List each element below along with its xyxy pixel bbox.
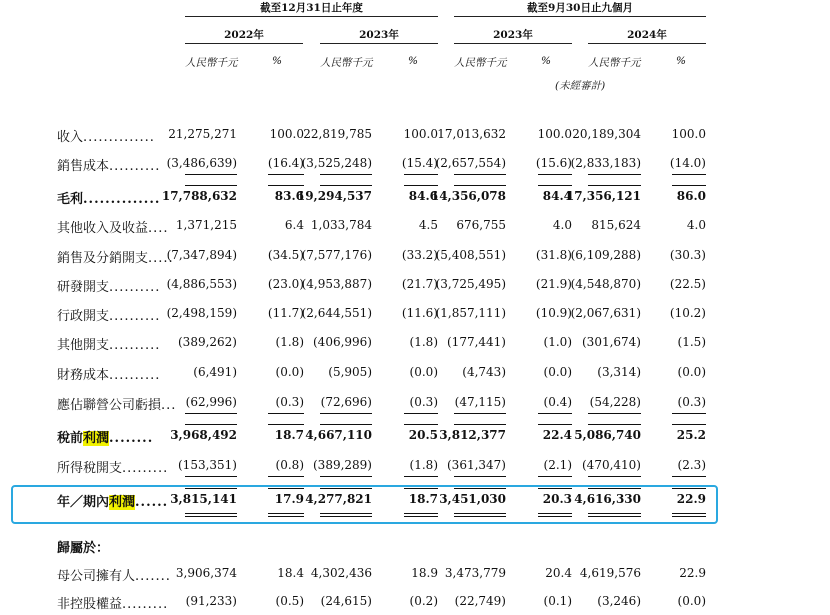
- row-label-text: 行政開支: [57, 309, 110, 324]
- subtotal-rule: [320, 185, 372, 186]
- row-label: [57, 565, 171, 584]
- subtotal-rule: [672, 424, 706, 425]
- percent-cell: (33.2): [401, 248, 438, 262]
- row-label: [57, 247, 174, 266]
- unit-label-1: 人民幣千元: [185, 57, 238, 69]
- amount-cell: (4,953,887): [301, 277, 372, 291]
- row-label: [57, 305, 160, 324]
- year-header-2022: 2022年: [224, 29, 264, 41]
- amount-cell: (2,833,183): [570, 156, 641, 170]
- amount-cell: (2,067,631): [570, 306, 641, 320]
- amount-cell: (2,657,554): [435, 156, 506, 170]
- year-header-2023: 2023年: [359, 29, 399, 41]
- amount-cell: (6,491): [193, 365, 237, 379]
- amount-cell: 4,667,110: [305, 428, 372, 442]
- percent-cell: 84.4: [542, 189, 572, 203]
- amount-cell: (389,289): [313, 458, 372, 472]
- single-underline: [672, 174, 706, 175]
- subtotal-rule: [320, 488, 372, 489]
- percent-cell: 18.9: [411, 566, 438, 580]
- amount-cell: (7,347,894): [166, 248, 237, 262]
- subtotal-rule: [268, 488, 304, 489]
- leader-dots: ..........: [109, 159, 161, 174]
- year-header-2023-nine-rule: [454, 43, 572, 44]
- subtotal-rule: [454, 424, 506, 425]
- pct-label-4: %: [676, 55, 686, 67]
- row-label-text: 銷售成本: [57, 159, 110, 174]
- amount-cell: (5,408,551): [435, 248, 506, 262]
- amount-cell: (470,410): [582, 458, 641, 472]
- leader-dots: ..........: [109, 338, 161, 353]
- amount-cell: (3,246): [597, 594, 641, 608]
- percent-cell: 4.0: [552, 218, 572, 232]
- leader-dots: ...: [161, 398, 177, 413]
- table-row: [0, 186, 830, 210]
- percent-cell: (15.4): [401, 156, 438, 170]
- row-label: [57, 457, 168, 476]
- leader-dots: ........: [109, 431, 154, 446]
- single-underline: [268, 174, 304, 175]
- percent-cell: 18.4: [277, 566, 304, 580]
- percent-cell: (1.5): [677, 335, 706, 349]
- percent-cell: 100.0: [269, 127, 304, 141]
- leader-dots: .........: [122, 461, 169, 476]
- subtotal-rule: [454, 185, 506, 186]
- table-row: [0, 274, 830, 298]
- percent-cell: 22.4: [542, 428, 572, 442]
- row-label: [57, 276, 160, 295]
- percent-cell: (0.5): [275, 594, 304, 608]
- amount-cell: (389,262): [178, 335, 237, 349]
- percent-cell: (0.3): [275, 395, 304, 409]
- amount-cell: (153,351): [178, 458, 237, 472]
- unit-label-4: 人民幣千元: [588, 57, 641, 69]
- amount-cell: (177,441): [447, 335, 506, 349]
- amount-cell: 21,275,271: [168, 127, 237, 141]
- single-underline: [538, 476, 572, 477]
- double-underline: [588, 513, 641, 517]
- percent-cell: (0.1): [543, 594, 572, 608]
- amount-cell: 14,356,078: [430, 189, 506, 203]
- table-row: [0, 215, 830, 239]
- table-row: [0, 563, 830, 587]
- percent-cell: (0.3): [409, 395, 438, 409]
- subtotal-rule: [268, 424, 304, 425]
- subtotal-rule: [588, 185, 641, 186]
- year-header-2023-rule: [320, 43, 438, 44]
- row-label-text: 研發開支: [57, 280, 110, 295]
- amount-cell: 1,371,215: [175, 218, 237, 232]
- leader-dots: .....: [148, 251, 174, 266]
- percent-cell: 20.4: [545, 566, 572, 580]
- percent-cell: 22.9: [679, 566, 706, 580]
- amount-cell: 4,616,330: [574, 492, 641, 506]
- table-row: [0, 535, 830, 559]
- subtotal-rule: [185, 185, 237, 186]
- single-underline: [454, 413, 506, 414]
- unit-label-3: 人民幣千元: [454, 57, 507, 69]
- amount-cell: (1,857,111): [435, 306, 506, 320]
- percent-cell: (34.5): [267, 248, 304, 262]
- row-label-text: 其他開支: [57, 338, 110, 353]
- percent-cell: (1.8): [275, 335, 304, 349]
- amount-cell: 4,619,576: [579, 566, 641, 580]
- pct-label-1: %: [272, 55, 282, 67]
- percent-cell: (2.3): [677, 458, 706, 472]
- amount-cell: 3,473,779: [444, 566, 506, 580]
- percent-cell: (1.8): [409, 458, 438, 472]
- amount-cell: (2,644,551): [301, 306, 372, 320]
- amount-cell: (54,228): [589, 395, 641, 409]
- percent-cell: 100.0: [403, 127, 438, 141]
- amount-cell: (24,615): [320, 594, 372, 608]
- percent-cell: (21.7): [401, 277, 438, 291]
- amount-cell: 4,302,436: [310, 566, 372, 580]
- group-header-annual: 截至12月31日止年度: [260, 2, 363, 14]
- percent-cell: 100.0: [671, 127, 706, 141]
- percent-cell: (0.0): [677, 594, 706, 608]
- row-label-text: 銷售及分銷開支: [57, 251, 149, 266]
- row-label: [57, 593, 168, 612]
- highlight-box-profit-row: [11, 485, 718, 524]
- percent-cell: 84.6: [408, 189, 438, 203]
- subtotal-rule: [268, 185, 304, 186]
- amount-cell: 17,788,632: [161, 189, 237, 203]
- table-row: [0, 362, 830, 386]
- amount-cell: (301,674): [582, 335, 641, 349]
- amount-cell: (62,996): [185, 395, 237, 409]
- subtotal-rule: [404, 488, 438, 489]
- percent-cell: (16.4): [267, 156, 304, 170]
- pct-label-3: %: [541, 55, 551, 67]
- double-underline: [454, 513, 506, 517]
- double-underline: [672, 513, 706, 517]
- amount-cell: 3,451,030: [439, 492, 506, 506]
- amount-cell: (4,743): [462, 365, 506, 379]
- row-label-text: 非控股權益: [57, 597, 123, 612]
- percent-cell: (11.6): [401, 306, 438, 320]
- single-underline: [404, 476, 438, 477]
- subtotal-rule: [672, 185, 706, 186]
- subtotal-rule: [588, 488, 641, 489]
- percent-cell: 18.7: [408, 492, 438, 506]
- subtotal-rule: [185, 488, 237, 489]
- double-underline: [185, 513, 237, 517]
- single-underline: [404, 413, 438, 414]
- single-underline: [538, 174, 572, 175]
- percent-cell: 4.5: [418, 218, 438, 232]
- single-underline: [185, 476, 237, 477]
- percent-cell: 4.0: [686, 218, 706, 232]
- amount-cell: (3,725,495): [435, 277, 506, 291]
- percent-cell: 20.5: [408, 428, 438, 442]
- single-underline: [454, 174, 506, 175]
- single-underline: [672, 476, 706, 477]
- leader-dots: .......: [135, 569, 171, 584]
- leader-dots: ....: [148, 221, 169, 236]
- unaudited-note: (未經審計): [555, 80, 606, 92]
- pct-label-2: %: [408, 55, 418, 67]
- percent-cell: (0.3): [677, 395, 706, 409]
- percent-cell: (22.5): [669, 277, 706, 291]
- amount-cell: (91,233): [185, 594, 237, 608]
- amount-cell: (47,115): [454, 395, 506, 409]
- leader-dots: ..........: [109, 309, 161, 324]
- percent-cell: 17.9: [274, 492, 304, 506]
- percent-cell: (0.0): [677, 365, 706, 379]
- row-label: [57, 126, 155, 145]
- single-underline: [538, 413, 572, 414]
- percent-cell: (14.0): [669, 156, 706, 170]
- subtotal-rule: [320, 424, 372, 425]
- subtotal-rule: [404, 185, 438, 186]
- amount-cell: 19,294,537: [296, 189, 372, 203]
- amount-cell: (6,109,288): [570, 248, 641, 262]
- row-label: [57, 537, 109, 556]
- table-row: [0, 332, 830, 356]
- leader-dots: .........: [122, 597, 169, 612]
- amount-cell: (406,996): [313, 335, 372, 349]
- amount-cell: (3,525,248): [301, 156, 372, 170]
- amount-cell: 3,906,374: [175, 566, 237, 580]
- percent-cell: (10.9): [535, 306, 572, 320]
- amount-cell: 1,033,784: [310, 218, 372, 232]
- amount-cell: 17,356,121: [565, 189, 641, 203]
- year-header-2024-nine: 2024年: [627, 29, 667, 41]
- percent-cell: (21.9): [535, 277, 572, 291]
- leader-dots: ..........: [109, 368, 161, 383]
- row-label: [57, 427, 153, 446]
- year-header-2024-nine-rule: [588, 43, 706, 44]
- subtotal-rule: [454, 488, 506, 489]
- amount-cell: (361,347): [447, 458, 506, 472]
- row-label-text: 毛利: [57, 192, 84, 207]
- percent-cell: (11.7): [267, 306, 304, 320]
- table-row: [0, 303, 830, 327]
- percent-cell: (1.8): [409, 335, 438, 349]
- percent-cell: 25.2: [676, 428, 706, 442]
- unit-label-2: 人民幣千元: [320, 57, 373, 69]
- amount-cell: 3,968,492: [170, 428, 237, 442]
- amount-cell: (3,486,639): [166, 156, 237, 170]
- amount-cell: 4,277,821: [305, 492, 372, 506]
- amount-cell: (4,886,553): [166, 277, 237, 291]
- amount-cell: 676,755: [456, 218, 506, 232]
- row-label: [57, 155, 160, 174]
- single-underline: [588, 476, 641, 477]
- percent-cell: (0.8): [275, 458, 304, 472]
- percent-cell: (0.0): [543, 365, 572, 379]
- leader-dots: ..........: [109, 280, 161, 295]
- percent-cell: (10.2): [669, 306, 706, 320]
- single-underline: [320, 476, 372, 477]
- percent-cell: (1.0): [543, 335, 572, 349]
- single-underline: [268, 476, 304, 477]
- subtotal-rule: [538, 185, 572, 186]
- percent-cell: (0.0): [409, 365, 438, 379]
- single-underline: [268, 413, 304, 414]
- table-row: [0, 425, 830, 449]
- group-header-nine-months-rule: [454, 16, 706, 17]
- percent-cell: (0.4): [543, 395, 572, 409]
- percent-cell: 6.4: [284, 218, 304, 232]
- subtotal-rule: [588, 424, 641, 425]
- row-label-text: 稅前: [57, 431, 84, 446]
- single-underline: [185, 174, 237, 175]
- year-header-2023-nine: 2023年: [493, 29, 533, 41]
- year-header-2022-rule: [185, 43, 303, 44]
- table-row: [0, 124, 830, 148]
- row-label-text: 所得稅開支: [57, 461, 123, 476]
- table-row: [0, 591, 830, 615]
- double-underline: [268, 513, 304, 517]
- amount-cell: 815,624: [591, 218, 641, 232]
- amount-cell: (7,577,176): [301, 248, 372, 262]
- single-underline: [185, 413, 237, 414]
- single-underline: [588, 174, 641, 175]
- percent-cell: 83.6: [274, 189, 304, 203]
- double-underline: [404, 513, 438, 517]
- leader-dots: ......: [135, 495, 169, 510]
- row-label-text: 其他收入及收益: [57, 221, 149, 236]
- table-row: [0, 245, 830, 269]
- leader-dots: ..............: [83, 192, 161, 207]
- amount-cell: (2,498,159): [166, 306, 237, 320]
- percent-cell: (0.0): [275, 365, 304, 379]
- leader-dots: ..............: [83, 130, 155, 145]
- subtotal-rule: [185, 424, 237, 425]
- row-label-text: 收入: [57, 130, 84, 145]
- amount-cell: 20,189,304: [572, 127, 641, 141]
- percent-cell: (31.8): [535, 248, 572, 262]
- percent-cell: (23.0): [267, 277, 304, 291]
- percent-cell: (15.6): [535, 156, 572, 170]
- row-label-text: 歸屬於：: [57, 541, 110, 556]
- subtotal-rule: [404, 424, 438, 425]
- single-underline: [454, 476, 506, 477]
- single-underline: [672, 413, 706, 414]
- amount-cell: 3,812,377: [439, 428, 506, 442]
- single-underline: [404, 174, 438, 175]
- row-label: [57, 334, 160, 353]
- row-label: [57, 188, 160, 207]
- subtotal-rule: [538, 488, 572, 489]
- row-label-text: 年／期內: [57, 495, 110, 510]
- highlighted-term: 利潤: [109, 495, 136, 510]
- row-label: [57, 364, 160, 383]
- percent-cell: 18.7: [274, 428, 304, 442]
- amount-cell: (4,548,870): [570, 277, 641, 291]
- percent-cell: (0.2): [409, 594, 438, 608]
- amount-cell: 5,086,740: [574, 428, 641, 442]
- row-label: [57, 394, 176, 413]
- row-label: [57, 217, 169, 236]
- amount-cell: (3,314): [597, 365, 641, 379]
- amount-cell: 17,013,632: [437, 127, 506, 141]
- subtotal-rule: [672, 488, 706, 489]
- single-underline: [588, 413, 641, 414]
- amount-cell: (5,905): [328, 365, 372, 379]
- group-header-annual-rule: [185, 16, 438, 17]
- percent-cell: (2.1): [543, 458, 572, 472]
- single-underline: [320, 413, 372, 414]
- percent-cell: 100.0: [537, 127, 572, 141]
- group-header-nine-months: 截至9月30日止九個月: [527, 2, 633, 14]
- double-underline: [320, 513, 372, 517]
- single-underline: [320, 174, 372, 175]
- subtotal-rule: [538, 424, 572, 425]
- amount-cell: (22,749): [454, 594, 506, 608]
- amount-cell: (72,696): [320, 395, 372, 409]
- amount-cell: 3,815,141: [170, 492, 237, 506]
- double-underline: [538, 513, 572, 517]
- highlighted-term: 利潤: [83, 431, 110, 446]
- percent-cell: (30.3): [669, 248, 706, 262]
- row-label-text: 財務成本: [57, 368, 110, 383]
- percent-cell: 20.3: [542, 492, 572, 506]
- row-label-text: 母公司擁有人: [57, 569, 136, 584]
- amount-cell: 22,819,785: [303, 127, 372, 141]
- row-label-text: 應佔聯營公司虧損: [57, 398, 162, 413]
- percent-cell: 86.0: [676, 189, 706, 203]
- percent-cell: 22.9: [676, 492, 706, 506]
